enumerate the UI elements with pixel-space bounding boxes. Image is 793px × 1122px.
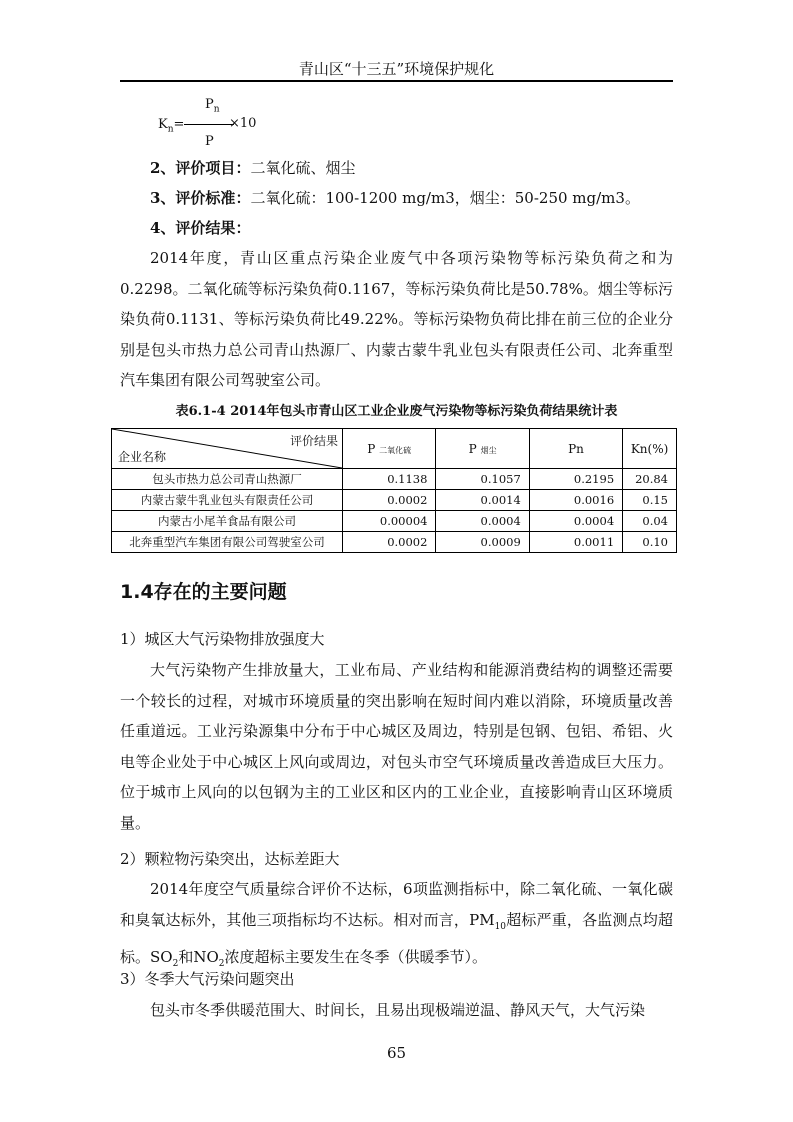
section-heading: 1.4存在的主要问题 [120,581,287,603]
company-name: 内蒙古小尾羊食品有限公司 [112,511,343,532]
subheading-1: 1）城区大气污染物排放强度大 [120,630,325,648]
value-pn: 0.0011 [529,532,622,553]
value-kn: 0.10 [623,532,677,553]
table-corner-cell [112,429,343,469]
col-header-p-so2: P 二氧化硫 [343,429,436,469]
running-header-title: 青山区“十三五”环境保护规化 [298,60,495,78]
paragraph-2: 2014年度空气质量综合评价不达标，6项监测指标中，除二氧化硫、一氧化碳和臭氧达标外，其他三项指标均不达标。相对而言，$PM_{10}$超标严重，各监测点均超标。$SO_2$和$NO_2$浓度超标主要发生在冬季（供暖季节）。 [120,880,673,969]
corner-bottom-label: 企业名称 [118,450,167,464]
table-row [112,532,677,553]
value-kn: 0.04 [623,511,677,532]
evaluation-item-3 [150,187,640,208]
col-header-p-dust: P 烟尘 [436,429,529,469]
value-p-so2: 0.0002 [343,490,436,511]
page-number: 65 [386,1044,407,1062]
corner-top-label: 评价结果 [289,434,338,448]
value-p-dust: 0.0009 [436,532,529,553]
value-p-dust: 0.0004 [436,511,529,532]
value-pn: 0.0004 [529,511,622,532]
value-kn: 0.15 [623,490,677,511]
formula-denominator: P [205,134,214,149]
table-caption: 表6.1-4 2014年包头市青山区工业企业废气污染物等标污染负荷结果统计表 [175,404,618,419]
formula-lhs: $K_n=$ [158,117,185,135]
table-row [112,511,677,532]
item-text: 二氧化硫：100-1200 mg/m3，烟尘：50-250 mg/m3。 [250,189,640,207]
value-p-dust: 0.0014 [436,490,529,511]
value-p-so2: 0.0002 [343,532,436,553]
subheading-2: 2）颗粒物污染突出，达标差距大 [120,850,340,868]
item-label: 2、评价项目： [150,159,251,177]
company-name: 北奔重型汽车集团有限公司驾驶室公司 [112,532,343,553]
formula-times: ×10 [229,116,257,131]
value-pn: 0.0016 [529,490,622,511]
table-row [112,490,677,511]
value-p-so2: 0.00004 [343,511,436,532]
company-name: 内蒙古蒙牛乳业包头有限责任公司 [112,490,343,511]
pollution-load-table [111,428,677,553]
formula-numerator: $P_n$ [205,97,220,115]
col-header-kn: Kn(%) [623,429,677,469]
col-header-pn: Pn [529,429,622,469]
header-rule [120,80,673,82]
item-label: 3、评价标准： [150,189,251,207]
evaluation-item-4 [150,217,250,238]
result-paragraph: 2014年度，青山区重点污染企业废气中各项污染物等标污染负荷之和为0.2298。二氧化硫等标污染负荷0.1167，等标污染负荷比是50.78%。烟尘等标污染负荷0.1131、等标污染负荷比49.22%。等标污染物负荷比排在前三位的企业分别是包头市热力总公司青山热源厂、内蒙古蒙牛乳业包头有限责任公司、北奔重型汽车集团有限公司驾驶室公司。 [120,249,673,389]
value-p-dust: 0.1057 [436,469,529,490]
value-p-so2: 0.1138 [343,469,436,490]
item-text: 二氧化硫、烟尘 [250,159,356,177]
subheading-3: 3）冬季大气污染问题突出 [120,970,295,988]
formula-fraction-bar [184,124,234,125]
value-kn: 20.84 [623,469,677,490]
company-name: 包头市热力总公司青山热源厂 [112,469,343,490]
item-label: 4、评价结果： [150,219,251,237]
table-row [112,469,677,490]
paragraph-1: 大气污染物产生排放量大，工业布局、产业结构和能源消费结构的调整还需要一个较长的过程，对城市环境质量的突出影响在短时间内难以消除，环境质量改善任重道远。工业污染源集中分布于中心城区及周边，特别是包钢、包铝、希铝、火电等企业处于中心城区上风向或周边，对包头市空气环境质量改善造成巨大压力。位于城市上风向的以包钢为主的工业区和区内的工业企业，直接影响青山区环境质量。 [120,661,673,832]
value-pn: 0.2195 [529,469,622,490]
evaluation-item-2 [150,157,355,178]
table-header-row [112,429,677,469]
paragraph-3: 包头市冬季供暖范围大、时间长，且易出现极端逆温、静风天气，大气污染 [150,1001,646,1019]
